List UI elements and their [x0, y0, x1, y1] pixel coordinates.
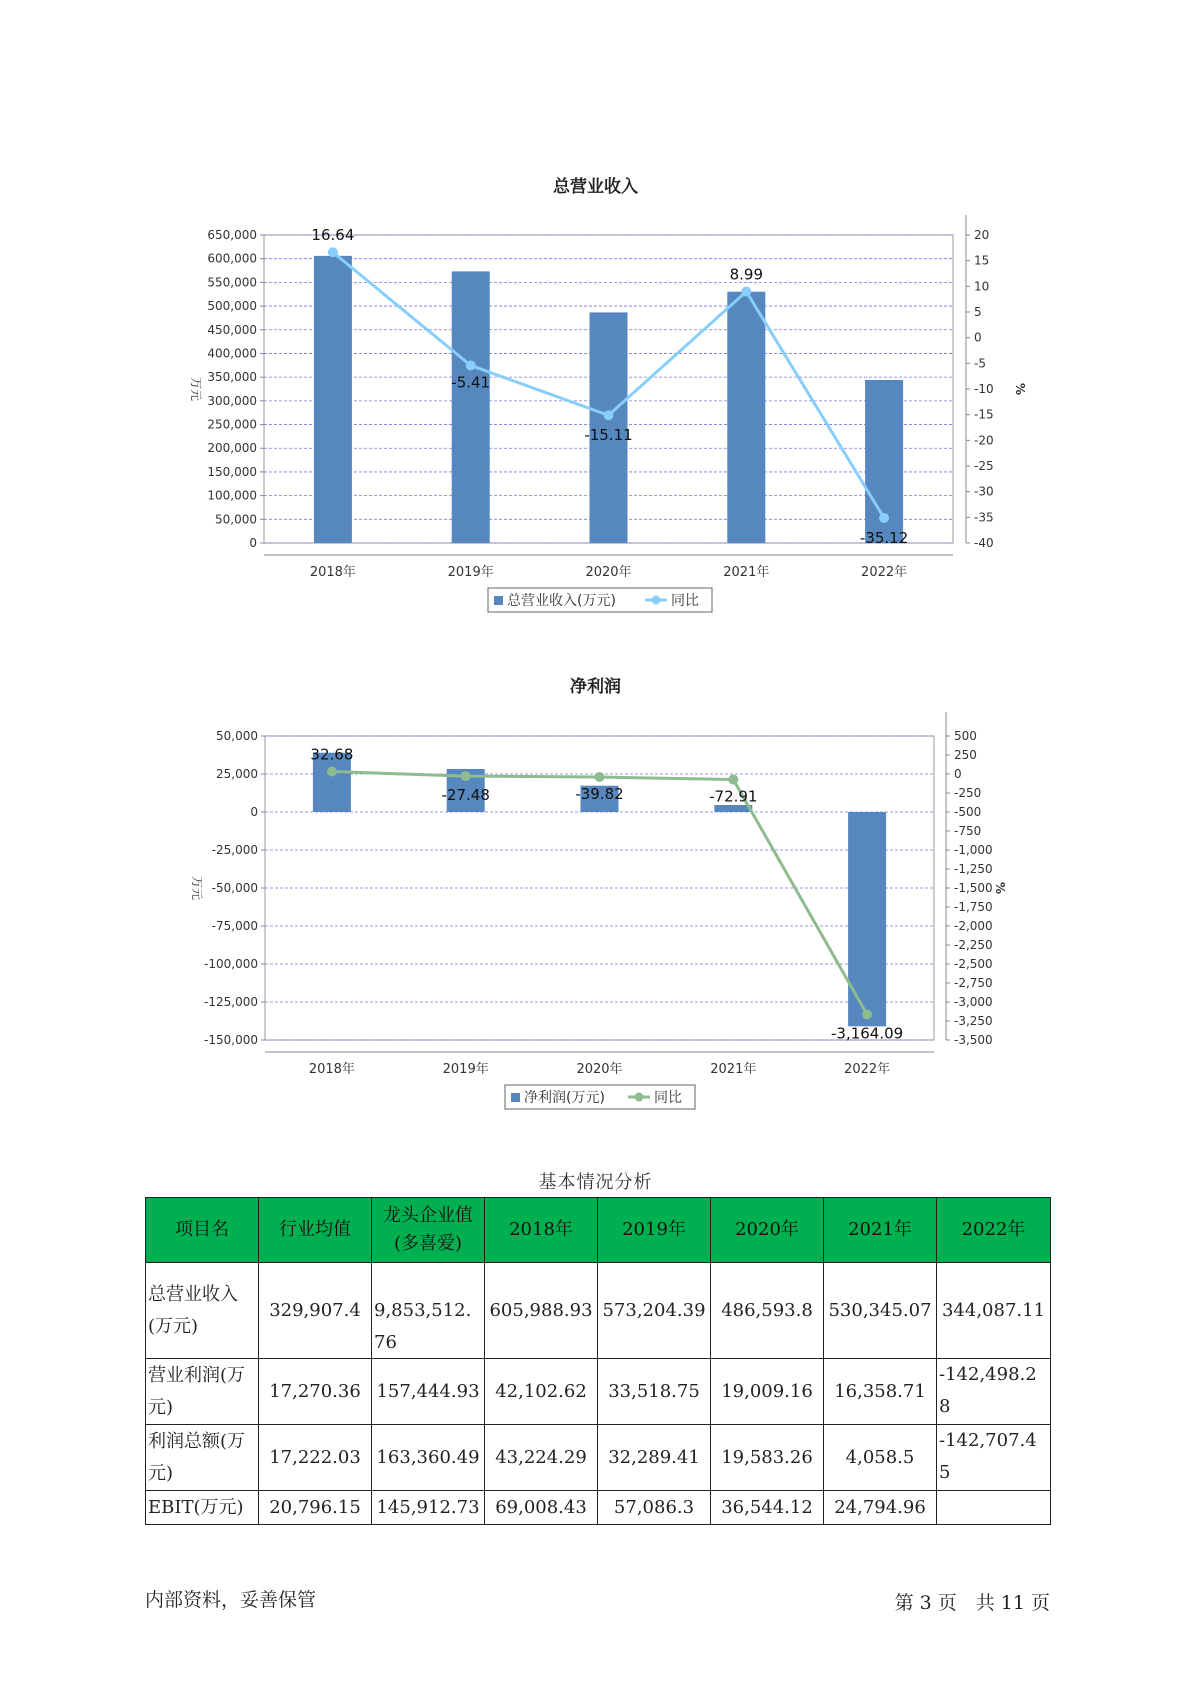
y2-tick-label: -750: [954, 824, 982, 838]
bar: [714, 805, 752, 812]
yoy-data-label: 16.64: [311, 226, 355, 245]
x-tick-label: 2018年: [309, 565, 356, 580]
legend-bar-label: 总营业收入(万元): [507, 593, 616, 609]
x-tick-label: 2022年: [861, 565, 908, 580]
table-cell: 4,058.5: [824, 1425, 937, 1491]
table-cell: 605,988.93: [485, 1263, 598, 1359]
y2-tick-label: -15: [974, 407, 994, 422]
header-leader-value: 龙头企业值(多喜爱): [372, 1198, 485, 1263]
table-row: [146, 1359, 1051, 1425]
table-cell: 33,518.75: [598, 1359, 711, 1425]
y-tick-label: 50,000: [216, 729, 258, 743]
row-label: 营业利润(万元): [146, 1359, 259, 1425]
y-tick-label: 600,000: [207, 251, 257, 266]
y-tick-label: -100,000: [204, 957, 258, 971]
y-tick-label: -150,000: [204, 1033, 258, 1047]
table-cell: 19,009.16: [711, 1359, 824, 1425]
row-label: EBIT(万元): [146, 1491, 259, 1525]
table-cell: 43,224.29: [485, 1425, 598, 1491]
table-row: [146, 1491, 1051, 1525]
bar: [727, 292, 765, 543]
y-tick-label: 450,000: [207, 322, 257, 337]
header-item-name: 项目名: [146, 1198, 259, 1263]
footer-page-number: 第 3 页 共 11 页: [894, 1592, 1050, 1614]
y2-tick-label: -1,000: [954, 843, 993, 857]
header-2021: 2021年: [824, 1198, 937, 1263]
bar: [314, 256, 352, 543]
table-cell: 344,087.11: [937, 1263, 1051, 1359]
yoy-data-label: 8.99: [729, 265, 764, 284]
y2-tick-label: -500: [954, 805, 982, 819]
header-2019: 2019年: [598, 1198, 711, 1263]
x-tick-label: 2020年: [576, 1062, 623, 1077]
y-tick-label: 550,000: [207, 275, 257, 290]
y2-tick-label: 15: [974, 253, 990, 268]
y2-tick-label: 0: [974, 330, 982, 345]
x-tick-label: 2018年: [308, 1062, 355, 1077]
y2-tick-label: -1,250: [954, 862, 993, 876]
row-label: 总营业收入(万元): [146, 1263, 259, 1359]
y2-tick-label: -10: [974, 382, 994, 396]
yoy-point: [728, 775, 738, 785]
y2-tick-label: -25: [974, 459, 994, 473]
y2-tick-label: -1,500: [954, 881, 993, 895]
y-axis-title: 万元: [189, 376, 203, 402]
y2-tick-label: -40: [974, 536, 994, 550]
footer-confidential-note: 内部资料，妥善保管: [145, 1589, 317, 1611]
y2-axis-title: %: [1013, 382, 1027, 396]
table-cell: 486,593.8: [711, 1263, 824, 1359]
x-tick-label: 2019年: [447, 565, 494, 580]
y2-tick-label: -250: [954, 786, 982, 800]
legend-bar-label: 净利润(万元): [524, 1090, 605, 1106]
y-tick-label: 350,000: [207, 370, 257, 385]
y2-tick-label: -2,000: [954, 919, 993, 933]
yoy-data-label: -5.41: [451, 373, 491, 392]
table-cell: 69,008.43: [485, 1491, 598, 1525]
yoy-data-label: 32.68: [310, 745, 354, 764]
chart2-title: 净利润: [570, 677, 621, 697]
table-row: [146, 1263, 1051, 1359]
y-tick-label: -25,000: [211, 843, 258, 857]
y-tick-label: -125,000: [204, 995, 258, 1009]
table-cell: 573,204.39: [598, 1263, 711, 1359]
y2-axis-title: %: [993, 881, 1007, 895]
table-cell: 32,289.41: [598, 1425, 711, 1491]
y2-tick-label: -2,250: [954, 938, 993, 952]
y2-tick-label: 5: [974, 305, 982, 319]
y2-tick-label: -35: [974, 510, 994, 525]
y2-tick-label: 500: [954, 729, 977, 743]
y-tick-label: 0: [250, 805, 258, 819]
y-tick-label: 100,000: [207, 488, 257, 503]
table-cell: 57,086.3: [598, 1491, 711, 1525]
table-cell: 20,796.15: [259, 1491, 372, 1525]
table-cell: 530,345.07: [824, 1263, 937, 1359]
y-tick-label: 200,000: [207, 441, 257, 456]
yoy-data-label: -39.82: [575, 785, 624, 804]
legend-line-marker: [652, 596, 661, 605]
y2-tick-label: 10: [974, 279, 990, 294]
header-2018: 2018年: [485, 1198, 598, 1263]
y-tick-label: 250,000: [207, 417, 257, 432]
x-tick-label: 2022年: [844, 1062, 891, 1077]
table-header-row: [146, 1198, 1051, 1263]
yoy-point: [862, 1009, 872, 1019]
chart-net-profit: [0, 700, 1191, 1130]
table-cell: 329,907.4: [259, 1263, 372, 1359]
x-tick-label: 2021年: [723, 565, 770, 580]
table-cell: 16,358.71: [824, 1359, 937, 1425]
x-tick-label: 2019年: [442, 1062, 489, 1077]
table-cell: 157,444.93: [372, 1359, 485, 1425]
y-tick-label: 25,000: [216, 767, 258, 781]
y2-tick-label: 0: [954, 767, 962, 781]
chart-revenue: [0, 195, 1191, 625]
y2-tick-label: -5: [974, 356, 986, 371]
yoy-point: [595, 772, 605, 782]
chart1-title: 总营业收入: [553, 177, 638, 197]
legend-line-label: 同比: [671, 593, 699, 609]
legend-line-marker: [635, 1093, 644, 1102]
yoy-point: [604, 410, 614, 420]
table-cell: 42,102.62: [485, 1359, 598, 1425]
y2-tick-label: 250: [954, 748, 977, 762]
legend-bar-swatch: [511, 1093, 520, 1102]
table-row: [146, 1425, 1051, 1491]
x-tick-label: 2021年: [710, 1062, 757, 1077]
y-tick-label: 0: [249, 536, 257, 550]
y2-tick-label: -30: [974, 484, 994, 499]
yoy-data-label: -72.91: [709, 787, 758, 806]
y-tick-label: -50,000: [211, 881, 258, 895]
table-cell: [937, 1491, 1051, 1525]
yoy-point: [879, 513, 889, 523]
yoy-point: [741, 287, 751, 297]
table-cell: 145,912.73: [372, 1491, 485, 1525]
y-tick-label: 400,000: [207, 346, 257, 361]
header-2020: 2020年: [711, 1198, 824, 1263]
basic-analysis-table: [145, 1197, 1051, 1525]
table-cell: 36,544.12: [711, 1491, 824, 1525]
table-cell: -142,707.45: [937, 1425, 1051, 1491]
yoy-point: [327, 767, 337, 777]
yoy-point: [461, 771, 471, 781]
legend-line-label: 同比: [654, 1090, 682, 1106]
y-tick-label: 650,000: [207, 228, 257, 242]
table-cell: 9,853,512.76: [372, 1263, 485, 1359]
table-cell: 17,222.03: [259, 1425, 372, 1491]
table-cell: 19,583.26: [711, 1425, 824, 1491]
y-tick-label: 150,000: [207, 464, 257, 479]
bar: [848, 812, 886, 1026]
y-tick-label: 300,000: [207, 393, 257, 408]
yoy-data-label: -35.12: [859, 528, 909, 547]
yoy-point: [466, 360, 476, 370]
table-cell: -142,498.28: [937, 1359, 1051, 1425]
yoy-point: [328, 247, 338, 257]
y2-tick-label: -3,500: [954, 1033, 993, 1047]
y2-tick-label: 20: [974, 228, 990, 242]
x-tick-label: 2020年: [585, 565, 632, 580]
y-tick-label: 500,000: [207, 299, 257, 314]
yoy-data-label: -27.48: [441, 786, 490, 805]
table-caption: 基本情况分析: [538, 1172, 653, 1193]
legend-bar-swatch: [494, 596, 503, 605]
y-tick-label: -75,000: [211, 919, 258, 933]
bar: [452, 271, 490, 543]
y2-tick-label: -3,250: [954, 1014, 993, 1028]
y2-tick-label: -3,000: [954, 995, 993, 1009]
yoy-data-label: -3,164.09: [830, 1024, 904, 1043]
y2-tick-label: -2,750: [954, 976, 993, 990]
y-tick-label: 50,000: [215, 512, 257, 527]
table-cell: 163,360.49: [372, 1425, 485, 1491]
header-2022: 2022年: [937, 1198, 1051, 1263]
y2-tick-label: -2,500: [954, 957, 993, 971]
row-label: 利润总额(万元): [146, 1425, 259, 1491]
y-axis-title: 万元: [190, 875, 204, 901]
yoy-data-label: -15.11: [584, 426, 633, 445]
table-cell: 24,794.96: [824, 1491, 937, 1525]
table-cell: 17,270.36: [259, 1359, 372, 1425]
y2-tick-label: -20: [974, 433, 994, 448]
header-industry-avg: 行业均值: [259, 1198, 372, 1263]
y2-tick-label: -1,750: [954, 900, 993, 914]
